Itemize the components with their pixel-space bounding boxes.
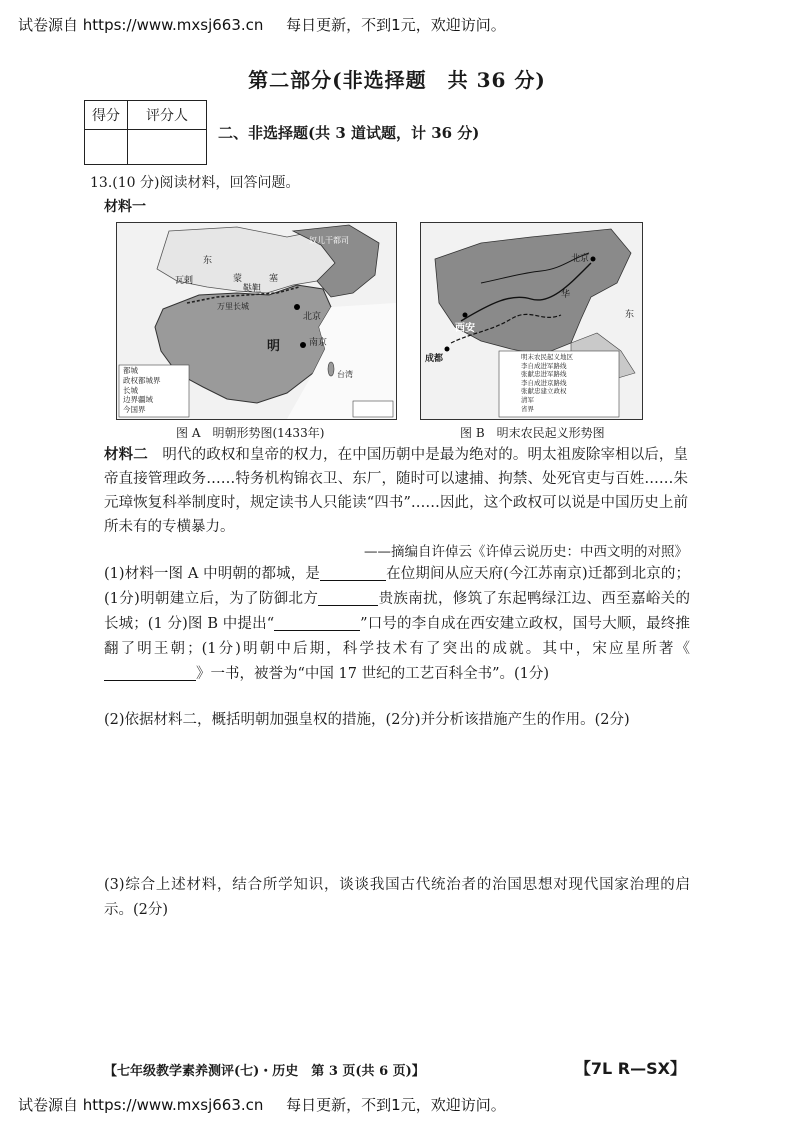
map-b-label-xian: 西安 [455, 323, 475, 334]
material-2-source: ——摘编自许倬云《许倬云说历史：中西文明的对照》 [364, 544, 688, 560]
map-a-legend-item: 都城 [123, 366, 138, 375]
map-a-legend [123, 366, 161, 415]
watermark-url[interactable]: https://www.mxsj663.cn [82, 1096, 264, 1114]
sub1-text-3: 贵族南扰，修筑了东起鸭绿江边、西至嘉峪关的长城；(1 分)图 B 中提出“ [104, 591, 690, 632]
map-a-legend-item: 今国界 [123, 405, 146, 415]
map-a-label-ming: 明 [267, 339, 281, 354]
watermark-prefix: 试卷源自 [18, 16, 79, 34]
map-b-legend-item: 省界 [521, 404, 534, 413]
sub-question-1 [104, 562, 690, 687]
watermark-slogan: 每日更新，不到1元，欢迎访问。 [286, 1096, 506, 1114]
map-a-label-dada: 鞑靼 [243, 284, 262, 294]
map-a-label-dong: 东 [203, 256, 213, 266]
material-2 [104, 443, 688, 539]
map-a-legend-item: 政权都城界 [123, 375, 161, 385]
score-header: 得分 [85, 101, 128, 130]
map-b-legend-item: 清军 [521, 395, 534, 404]
map-a [116, 222, 397, 420]
watermark-prefix: 试卷源自 [18, 1096, 79, 1114]
map-b-label-chengdu: 成都 [425, 354, 444, 364]
map-b-legend [521, 353, 573, 413]
map-a-label-nurgan: 奴儿干都司 [309, 236, 349, 245]
map-a-label-nanjing: 南京 [309, 338, 328, 348]
map-a-label-sai: 塞 [269, 274, 279, 284]
map-b-label-dong: 东 [625, 310, 635, 320]
blank-emperor[interactable] [320, 564, 386, 581]
sub-question-2: (2)依据材料二，概括明朝加强皇权的措施，(2分)并分析该措施产生的作用。(2分) [104, 712, 630, 728]
map-b-label-beijing: 北京 [571, 254, 590, 264]
grader-cell[interactable] [128, 130, 207, 165]
sub1-text-2: 在位期间从应天府(今江苏南京)迁都到北京的；(1分)明朝建立后，为了防御北方 [104, 566, 691, 607]
question-13-stem: 13.(10 分)阅读材料，回答问题。 [90, 175, 300, 191]
map-a-label-beijing: 北京 [303, 312, 322, 322]
sub1-text-1: (1)材料一图 A 中明朝的都城，是 [104, 566, 321, 582]
sub-question-3: (3)综合上述材料，结合所学知识，谈谈我国古代统治者的治国思想对现代国家治理的启示。(2分) [104, 877, 690, 918]
map-b-label-hua: 华 [561, 290, 571, 300]
paper-code: 【7L R—SX】 [574, 1059, 686, 1078]
blank-book-title[interactable] [104, 664, 196, 681]
blank-north-nobility[interactable] [318, 589, 378, 606]
page-footer: 【七年级教学素养测评(七)・历史 第 3 页(共 6 页)】 [104, 1064, 425, 1079]
map-a-legend-item: 长城 [123, 385, 138, 395]
map-a-label-wala: 瓦剌 [175, 276, 194, 286]
grader-header: 评分人 [128, 101, 207, 130]
top-watermark [18, 14, 506, 35]
score-table [84, 100, 207, 165]
material-1-label: 材料一 [104, 199, 146, 215]
map-a-legend-item: 边界疆域 [123, 395, 153, 405]
map-b-legend-item: 张献忠进军路线 [521, 370, 567, 379]
map-b-legend-item: 明末农民起义地区 [521, 353, 573, 361]
section-heading: 二、非选择题(共 3 道试题，计 36 分) [218, 124, 480, 142]
map-a-label-wanli: 万里长城 [217, 302, 249, 311]
bottom-watermark [18, 1094, 506, 1115]
watermark-slogan: 每日更新，不到1元，欢迎访问。 [286, 16, 506, 34]
map-b-legend-item: 李自成进军路线 [521, 361, 567, 370]
map-b-caption: 图 B 明末农民起义形势图 [460, 426, 605, 440]
score-cell[interactable] [85, 130, 128, 165]
sub1-text-5: 》一书，被誉为“中国 17 世纪的工艺百科全书”。(1分) [196, 666, 550, 682]
material-2-text: 明代的政权和皇帝的权力，在中国历朝中是最为绝对的。明太祖废除宰相以后，皇帝直接管理政务……特务机构锦衣卫、东厂，随时可以逮捕、拘禁、处死官吏与百姓……朱元璋恢复科举制度时，规定读书人只能读“四书”……因此，这个政权可以说是中国历史上前所未有的专横暴力。 [104, 447, 689, 535]
map-b [420, 222, 643, 420]
map-b-legend-item: 张献忠建立政权 [521, 387, 567, 396]
sub1-text-4: ”口号的李自成在西安建立政权，国号大顺，最终推翻了明王朝；(1分)明朝中后期，科学技术有了突出的成就。其中，宋应星所著《 [104, 616, 690, 657]
map-a-label-meng: 蒙 [233, 274, 243, 284]
map-b-legend-item: 李自成进京路线 [521, 378, 567, 387]
part-title: 第二部分(非选择题 共 36 分) [248, 68, 546, 92]
map-a-label-taiwan: 台湾 [337, 370, 353, 379]
material-2-label: 材料二 [104, 446, 148, 463]
blank-slogan[interactable] [274, 614, 360, 631]
map-a-caption: 图 A 明朝形势图(1433年) [176, 426, 325, 440]
watermark-url[interactable]: https://www.mxsj663.cn [82, 16, 264, 34]
